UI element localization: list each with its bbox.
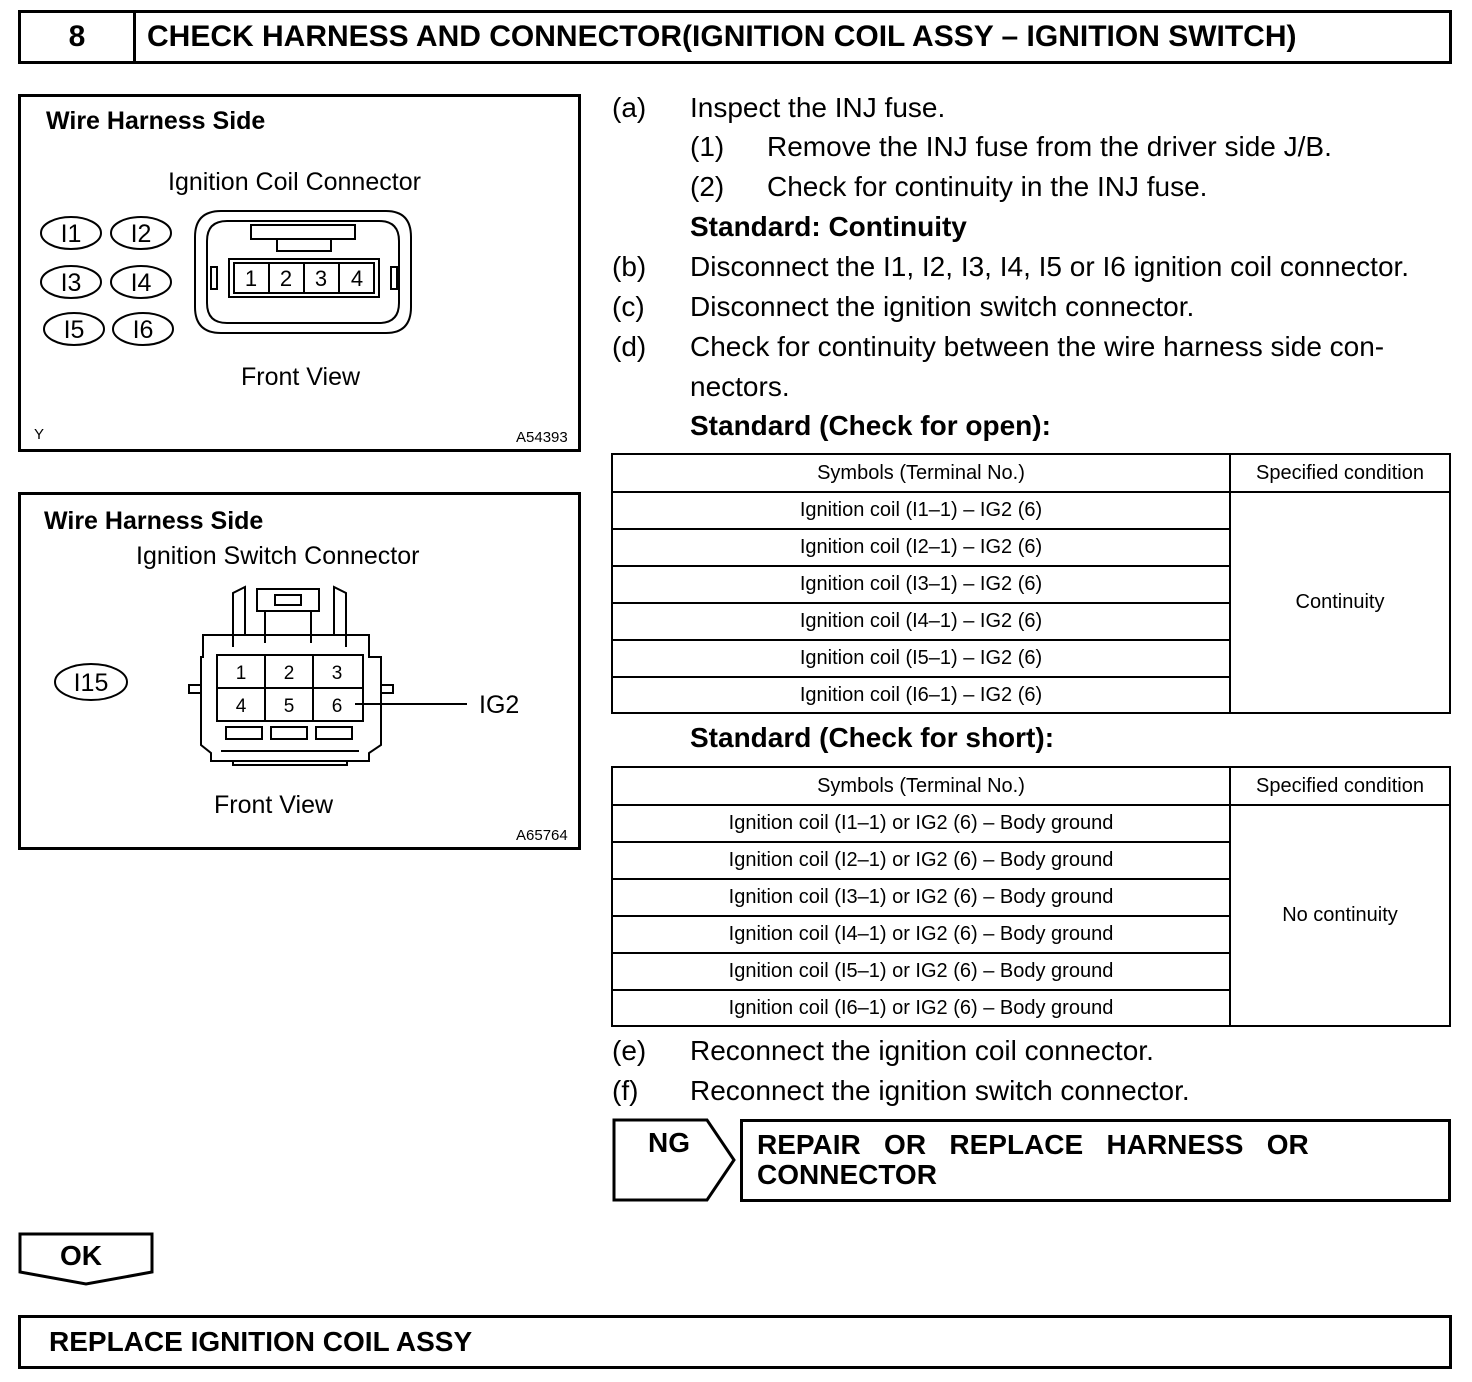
ng-result-line2: CONNECTOR [757,1159,937,1190]
ig2-terminal-label: IG2 [479,691,520,719]
step-e-mark: (e) [612,1035,647,1066]
ng-result-box [740,1119,1451,1202]
table-cell: Ignition coil (I2–1) – IG2 (6) [612,529,1230,566]
step-d-text-cont: nectors. [690,371,790,402]
table-cell: Ignition coil (I4–1) or IG2 (6) – Body ground [612,916,1230,953]
step-f-text: Reconnect the ignition switch connector. [690,1075,1190,1106]
coil-pin-label: 3 [314,266,328,291]
step-c-text: Disconnect the ignition switch connector. [690,291,1195,322]
ng-result-line1: REPAIR OR REPLACE HARNESS OR [757,1129,1309,1160]
switch-connector-id: I15 [73,669,109,697]
switch-pin-label: 2 [283,663,295,684]
final-action-text: REPLACE IGNITION COIL ASSY [49,1326,473,1357]
step-d-mark: (d) [612,331,647,362]
table-cell: Ignition coil (I5–1) or IG2 (6) – Body ground [612,953,1230,990]
coil-connector-id: I6 [132,316,154,344]
table-cell: Ignition coil (I5–1) – IG2 (6) [612,640,1230,677]
table-cell: Ignition coil (I1–1) – IG2 (6) [612,492,1230,529]
step-a-mark: (a) [612,92,647,123]
table-cell: Ignition coil (I6–1) or IG2 (6) – Body ground [612,990,1230,1026]
standard-check-open: Standard (Check for open): [690,410,1051,441]
figure2-title: Wire Harness Side [44,507,264,535]
step-a1-text: Remove the INJ fuse from the driver side J/B. [767,131,1332,162]
step-f-mark: (f) [612,1075,639,1106]
step-number: 8 [21,13,136,61]
table-cell: Ignition coil (I3–1) – IG2 (6) [612,566,1230,603]
figure2-id: A65764 [516,827,568,844]
step-d-text: Check for continuity between the wire harness side con- [690,331,1385,362]
figure-ignition-coil-connector [18,94,581,452]
coil-connector-id: I1 [60,220,82,248]
table-cell: Ignition coil (I3–1) or IG2 (6) – Body ground [612,879,1230,916]
figure-ignition-switch-connector [18,492,581,850]
figure2-connector-label: Ignition Switch Connector [136,542,420,570]
figure1-id: A54393 [516,429,568,446]
table-cell: Ignition coil (I6–1) – IG2 (6) [612,677,1230,713]
figure1-connector-label: Ignition Coil Connector [168,168,421,196]
ok-label: OK [60,1240,102,1271]
step-b-mark: (b) [612,251,647,282]
table-check-open [611,453,1451,714]
figure1-view-label: Front View [241,363,361,391]
step-a1-mark: (1) [690,131,725,162]
coil-pin-label: 2 [279,266,293,291]
switch-pin-label: 4 [235,696,247,717]
step-a2-text: Check for continuity in the INJ fuse. [767,171,1208,202]
switch-pin-label: 6 [331,696,343,717]
table-header: Symbols (Terminal No.) [612,454,1230,492]
figure2-view-label: Front View [214,791,334,819]
table-header: Specified condition [1230,454,1450,492]
step-title: CHECK HARNESS AND CONNECTOR(IGNITION COIL ASSY – IGNITION SWITCH) [147,20,1297,53]
step-e-text: Reconnect the ignition coil connector. [690,1035,1154,1066]
step-b-text: Disconnect the I1, I2, I3, I4, I5 or I6 ignition coil connector. [690,251,1410,282]
coil-connector-id: I5 [63,316,85,344]
switch-pin-label: 3 [331,663,343,684]
step-a2-mark: (2) [690,171,725,202]
coil-connector-id: I4 [130,269,152,297]
final-action-box [18,1315,1452,1369]
switch-pin-label: 1 [235,663,247,684]
switch-connector-drawing [21,495,578,847]
table-cell: Ignition coil (I1–1) or IG2 (6) – Body ground [612,805,1230,842]
step-a-text: Inspect the INJ fuse. [690,92,946,123]
standard-continuity: Standard: Continuity [690,211,967,242]
figure1-title: Wire Harness Side [46,107,266,135]
standard-check-short: Standard (Check for short): [690,722,1055,753]
table-check-short [611,766,1451,1027]
table-condition-cell: No continuity [1230,805,1450,1026]
step-header [18,10,1452,64]
table-cell: Ignition coil (I2–1) or IG2 (6) – Body ground [612,842,1230,879]
table-condition-cell: Continuity [1230,492,1450,713]
coil-connector-drawing [21,97,578,449]
table-cell: Ignition coil (I4–1) – IG2 (6) [612,603,1230,640]
coil-connector-id: I2 [130,220,152,248]
coil-pin-label: 4 [350,266,364,291]
table-header: Symbols (Terminal No.) [612,767,1230,805]
coil-connector-id: I3 [60,269,82,297]
step-c-mark: (c) [612,291,645,322]
coil-pin-label: 1 [244,266,258,291]
table-header: Specified condition [1230,767,1450,805]
figure1-corner-mark: Y [34,426,45,443]
ng-label: NG [648,1127,690,1158]
switch-pin-label: 5 [283,696,295,717]
